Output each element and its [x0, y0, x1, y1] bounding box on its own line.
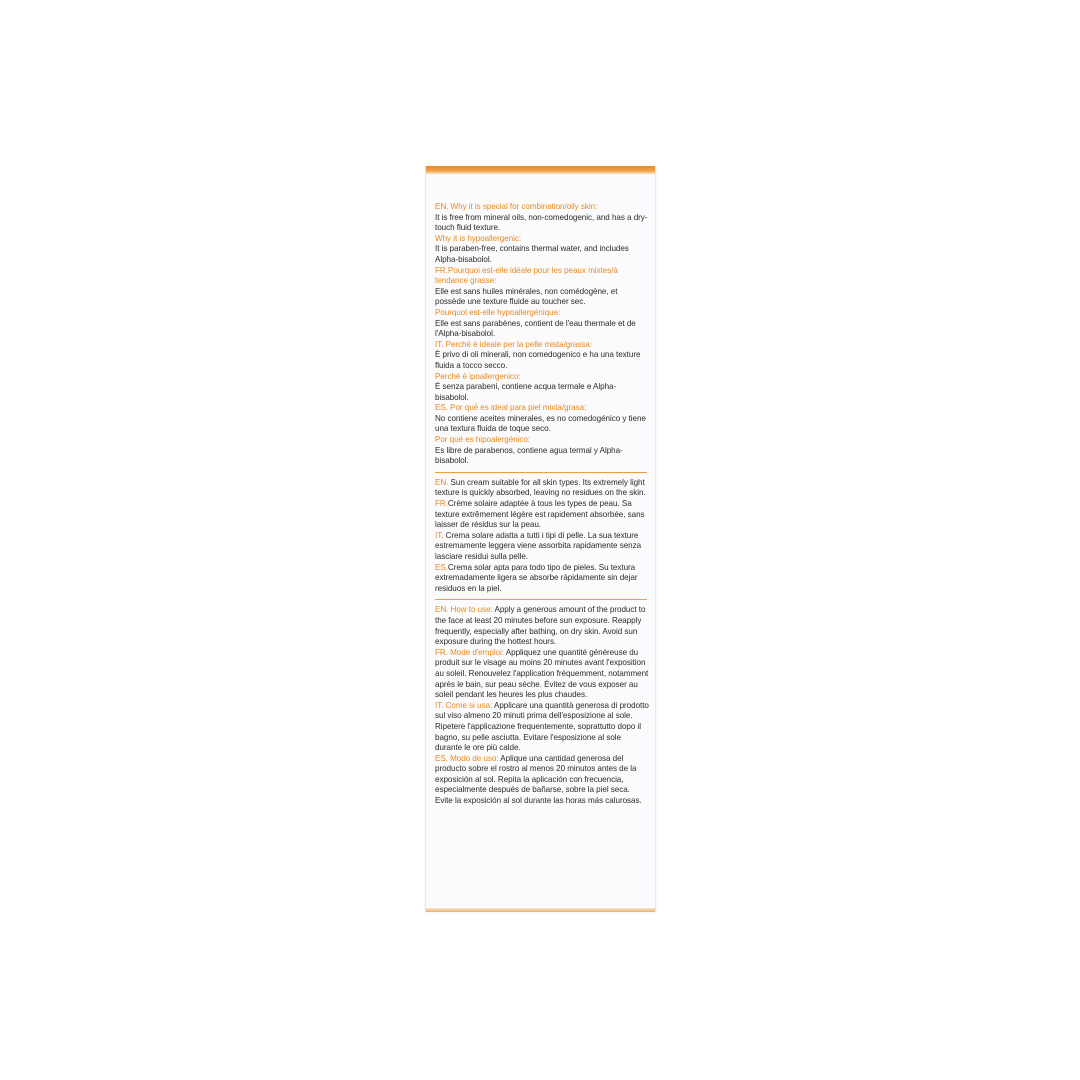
text: Appliquez une quantité généreuse du produit sur le visage au moins 20 minutes avant l'exposition au soleil. Renouvelez l'application fréquemment, notamment après le bain, sur peau sèche. Évitez de vous exposer au soleil pendant les heures les plus chaudes. — [435, 647, 649, 700]
lang-label: ES. — [435, 562, 448, 572]
section-description — [435, 478, 649, 595]
text: Applicare una quantità generosa di prodotto sul viso almeno 20 minuti prima dell'esposizione al sole. Ripetere l'applicazione frequentemente, soprattutto dopo il bagno, su pelle asciutta. Evitare l'esposizione al sole durante le ore più calde. — [435, 700, 649, 753]
paragraph: It is free from mineral oils, non-comedogenic, and has a dry-touch fluid texture. — [435, 212, 648, 233]
heading: IT. Perché è ideale per la pelle mista/grassa: — [435, 339, 592, 349]
paragraph — [435, 478, 649, 499]
text: Crème solaire adaptée à tous les types de peau. Sa texture extrêmement légère est rapidement absorbée, sans laisser de résidus sur la peau. — [435, 499, 645, 530]
lang-label: IT. — [435, 530, 444, 540]
section-skin-benefits — [435, 202, 649, 467]
text: Aplique una cantidad generosa del producto sobre el rostro al menos 20 minutos antes de la exposición al sol. Repita la aplicación con frecuencia, especialmente después de bañarse, sobre la piel seca. Evite la exposición al sol durante las horas más calurosas. — [435, 753, 642, 806]
heading: Por qué es hipoalergénico: — [435, 435, 530, 445]
paragraph — [435, 531, 649, 563]
paragraph — [435, 701, 649, 754]
lang-label: FR. — [435, 499, 448, 509]
paragraph: It is paraben-free, contains thermal water, and includes Alpha-bisabolol. — [435, 244, 629, 264]
product-box-side — [425, 166, 656, 912]
paragraph — [435, 648, 649, 701]
heading: Pourquoi est-elle hypoallergénique: — [435, 307, 561, 317]
paragraph — [435, 605, 649, 647]
paragraph: È privo di oli minerali, non comedogenico e ha una texture fluida a tocco secco. — [435, 350, 641, 370]
lang-label: FR. Mode d'emploi: — [435, 647, 505, 657]
orange-divider — [435, 599, 647, 600]
lang-label: EN. How to use: — [435, 605, 493, 615]
paragraph: Es libre de parabenos, contiene agua termal y Alpha-bisabolol. — [435, 445, 623, 466]
text: Crema solare adatta a tutti i tipi di pelle. La sua texture estremamente leggera viene assorbita rapidamente senza lasciare residui sulla pelle. — [435, 530, 642, 561]
lang-label: IT. Come si usa: — [435, 700, 493, 710]
label-text — [435, 202, 649, 807]
paragraph — [435, 563, 649, 595]
heading: ES. Por qué es ideal para piel mixta/grasa: — [435, 403, 587, 413]
heading: Why it is hypoallergenic: — [435, 233, 522, 243]
orange-divider — [435, 472, 647, 473]
text: Sun cream suitable for all skin types. Its extremely light texture is quickly absorbed, leaving no residues on the skin. — [435, 477, 646, 498]
section-how-to-use — [435, 605, 649, 806]
paragraph — [435, 754, 649, 807]
paragraph: Elle est sans huiles minérales, non comédogène, et possède une texture fluide au toucher sec. — [435, 286, 618, 307]
lang-label: ES. Modo de uso: — [435, 753, 499, 763]
paragraph: È senza parabeni, contiene acqua termale e Alpha-bisabolol. — [435, 382, 617, 402]
heading: FR.Pourquoi est-elle idéale pour les peaux mixtes/à tendance grasse: — [435, 265, 618, 286]
paragraph: No contiene aceites minerales, es no comedogénico y tiene una textura fluida de toque seco. — [435, 413, 646, 434]
paragraph — [435, 499, 649, 531]
orange-bottom-strip — [426, 908, 655, 912]
lang-label: EN. — [435, 477, 449, 487]
text: Crema solar apta para todo tipo de pieles. Su textura extremadamente ligera se absorbe rápidamente sin dejar residuos en la piel. — [435, 562, 638, 593]
heading: EN. Why it is special for combination/oily skin: — [435, 202, 598, 211]
paragraph: Elle est sans parabènes, contient de l'eau thermale et de l'Alpha-bisabolol. — [435, 318, 636, 339]
heading: Perché è ipoallergenico: — [435, 371, 521, 381]
orange-top-strip — [426, 166, 655, 174]
text: Apply a generous amount of the product to the face at least 20 minutes before sun exposure. Reapply frequently, especially after bathing, on dry skin. Avoid sun exposure during the hottest hours. — [435, 605, 646, 647]
